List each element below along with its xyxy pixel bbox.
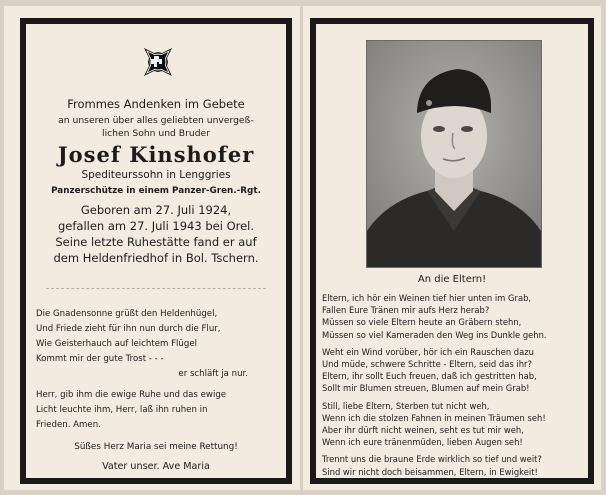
poem-line: Still, liebe Eltern, Sterben tut nicht weh,: [322, 400, 490, 411]
poem-line: Sollt mir Blumen streuen, Blumen auf mein Grab!: [322, 383, 530, 394]
divider: [46, 288, 266, 289]
stanza: [322, 292, 586, 341]
memorial-card-left: [4, 6, 300, 490]
subtitle-line: Spediteurssohn in Lenggries: [81, 169, 231, 181]
poem-title: An die Eltern!: [417, 274, 487, 285]
bio-line-1: Geboren am 27. Juli 1924,: [80, 203, 232, 217]
poem-line: Eltern, ich hör ein Weinen tief hier unten im Grab,: [322, 293, 532, 303]
unit-line: Panzerschütze in einem Panzer-Gren.-Rgt.: [51, 186, 261, 196]
intro-line-1: an unseren über alles geliebten unvergeß-: [58, 115, 254, 126]
poem-line: Sind wir nicht doch beisammen, Eltern, in Ewigkeit!: [322, 466, 538, 477]
poem-line: Müssen so viele Eltern heute an Gräbern stehn,: [322, 317, 522, 328]
prayer-line: Herr, gib ihm die ewige Ruhe und das ewige: [36, 390, 227, 400]
iron-cross-icon: [140, 44, 176, 80]
bio-line-3: Seine letzte Ruhestätte fand er auf: [55, 235, 257, 249]
poem-line: Wenn ich die stolzen Fahnen in meinen Träumen seh!: [322, 412, 546, 423]
poem-line: Und Friede zieht für ihn nun durch die Flur,: [36, 324, 221, 334]
prayer-line: Licht leuchte ihm, Herr, laß ihn ruhen in: [36, 405, 208, 415]
poem-line: Kommt mir der gute Trost - - -: [36, 354, 164, 364]
eltern-poem: [322, 292, 586, 483]
poem-line: Fallen Eure Tränen mir aufs Herz herab?: [322, 305, 490, 316]
heart-line: Süßes Herz Maria sei meine Rettung!: [74, 442, 238, 452]
poem-line: Die Gnadensonne grüßt den Heldenhügel,: [36, 309, 218, 319]
poem-end-line: er schläft ja nur.: [178, 369, 248, 379]
intro-line-2: lichen Sohn und Bruder: [102, 128, 210, 139]
bio-line-2: gefallen am 27. Juli 1943 bei Orel.: [57, 219, 255, 233]
poem-line: Eltern, ihr sollt Euch freuen, daß ich gestritten hab,: [322, 371, 537, 382]
poem-line: Weht ein Wind vorüber, hör ich ein Rauschen dazu: [322, 346, 534, 357]
poem-line: Müssen so viel Kameraden den Weg ins Dunkle gehn.: [322, 329, 547, 340]
poem-line: Aber ihr dürft nicht weinen, seht es tut mir weh,: [322, 425, 524, 436]
black-border-frame: [20, 18, 292, 484]
prayer: [36, 388, 278, 433]
stanza: [322, 346, 586, 395]
poem-line: Und müde, schwere Schritte - Eltern, seid das ihr?: [322, 359, 532, 370]
stanza: [322, 453, 586, 477]
deceased-name: Josef Kinshofer: [57, 142, 255, 167]
memorial-card-right: [303, 6, 601, 490]
poem: [36, 307, 278, 382]
prayer-line: Frieden. Amen.: [36, 420, 101, 430]
poem-line: Trennt uns die braune Erde wirklich so tief und weit?: [322, 454, 542, 465]
stanza: [322, 400, 586, 449]
poem-line: Wie Geisterhauch auf leichtem Flügel: [36, 339, 197, 349]
soldier-portrait-photo: [366, 40, 542, 268]
poem-line: Wenn ich eure tränenmüden, lieben Augen seh!: [322, 437, 523, 448]
bio-line-4: dem Heldenfriedhof in Bol. Tschern.: [53, 251, 259, 265]
header-line: Frommes Andenken im Gebete: [67, 97, 245, 111]
closing-line: Vater unser. Ave Maria: [102, 461, 210, 472]
black-border-frame: [310, 18, 594, 484]
